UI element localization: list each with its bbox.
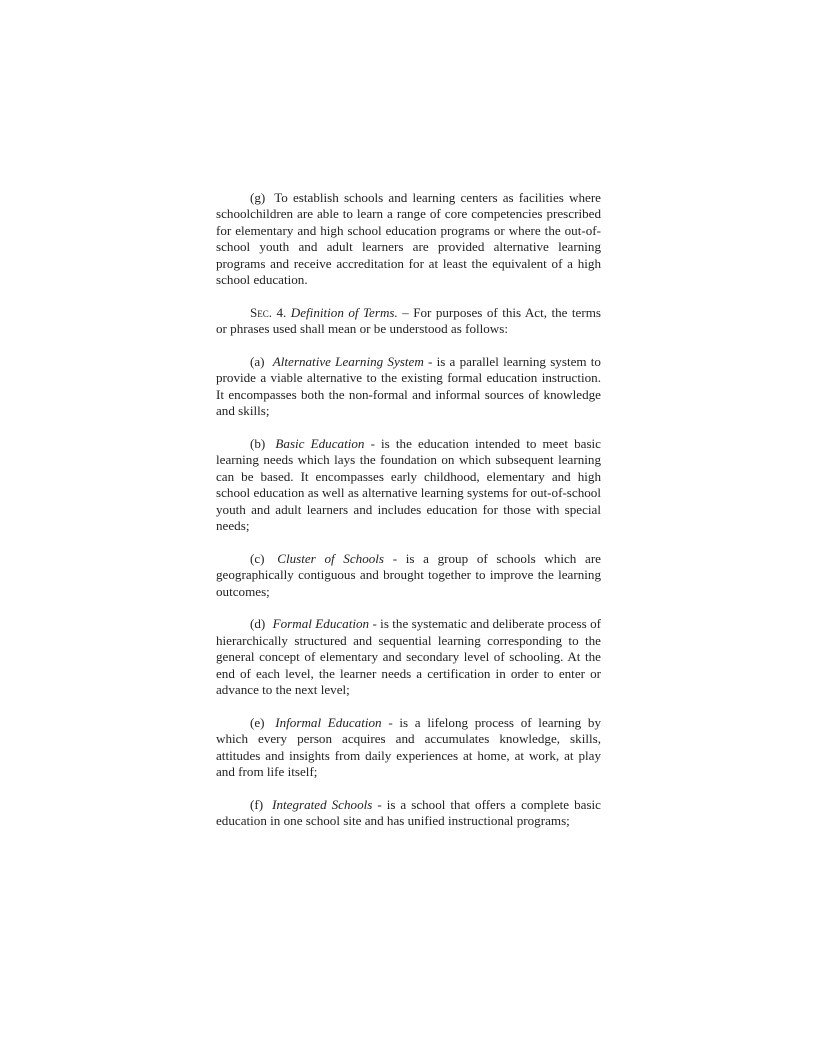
defined-term: Cluster of Schools	[277, 550, 385, 566]
definition-text: - is a group of schools which are geographically contiguous and brought together to improve the learning outcomes;	[216, 550, 601, 599]
defined-term: Integrated Schools	[272, 796, 373, 812]
defined-term: Alternative Learning System	[272, 354, 424, 370]
item-label: (b)	[250, 436, 266, 452]
item-label: (e)	[250, 714, 265, 730]
definition-text: - is a parallel learning system to provide a viable alternative to the existing formal education instruction. It encompasses both the non-formal and informal sources of knowledge and skills;	[216, 354, 601, 419]
definition-f	[216, 797, 601, 830]
definition-text: - is the education intended to meet basic learning needs which lays the foundation on which subsequent learning can be based. It encompasses early childhood, elementary and high school education as well as alternative learning systems for out-of-school youth and adult learners and includes education for those with special needs;	[216, 436, 601, 534]
definition-text: - is a school that offers a complete basic education in one school site and has unified instructional programs;	[216, 796, 601, 829]
item-text: To establish schools and learning centers as facilities where schoolchildren are able to learn a range of core competencies prescribed for elementary and high school education programs or where the out-of-school youth and adult learners are provided alternative learning programs and receive accreditation for at least the equivalent of a high school education.	[216, 190, 601, 288]
item-label: (f)	[250, 796, 264, 812]
definition-c	[216, 551, 601, 600]
definition-a	[216, 354, 601, 420]
item-label: (a)	[250, 354, 265, 370]
definition-b	[216, 436, 601, 534]
section-text: – For purposes of this Act, the terms or phrases used shall mean or be understood as follows:	[216, 304, 601, 337]
definition-d	[216, 616, 601, 698]
defined-term: Informal Education	[275, 714, 382, 730]
paragraph-g	[216, 190, 601, 288]
document-page	[216, 190, 601, 830]
definition-e	[216, 715, 601, 781]
section-number: Sec. 4.	[250, 304, 287, 320]
item-label: (c)	[250, 550, 265, 566]
section-heading: Definition of Terms.	[290, 304, 398, 320]
item-label: (d)	[250, 616, 266, 632]
defined-term: Basic Education	[275, 436, 365, 452]
definition-text: - is a lifelong process of learning by which every person acquires and accumulates knowledge, skills, attitudes and insights from daily experiences at home, at work, at play and from life itself;	[216, 714, 602, 780]
section-4-intro	[216, 305, 601, 338]
definition-text: - is the systematic and deliberate process of hierarchically structured and sequential learning corresponding to the general concept of elementary and secondary level of schooling. At the end of each level, the learner needs a certification in order to enter or advance to the next level;	[216, 616, 601, 698]
defined-term: Formal Education	[272, 616, 370, 632]
item-label: (g)	[250, 190, 266, 205]
